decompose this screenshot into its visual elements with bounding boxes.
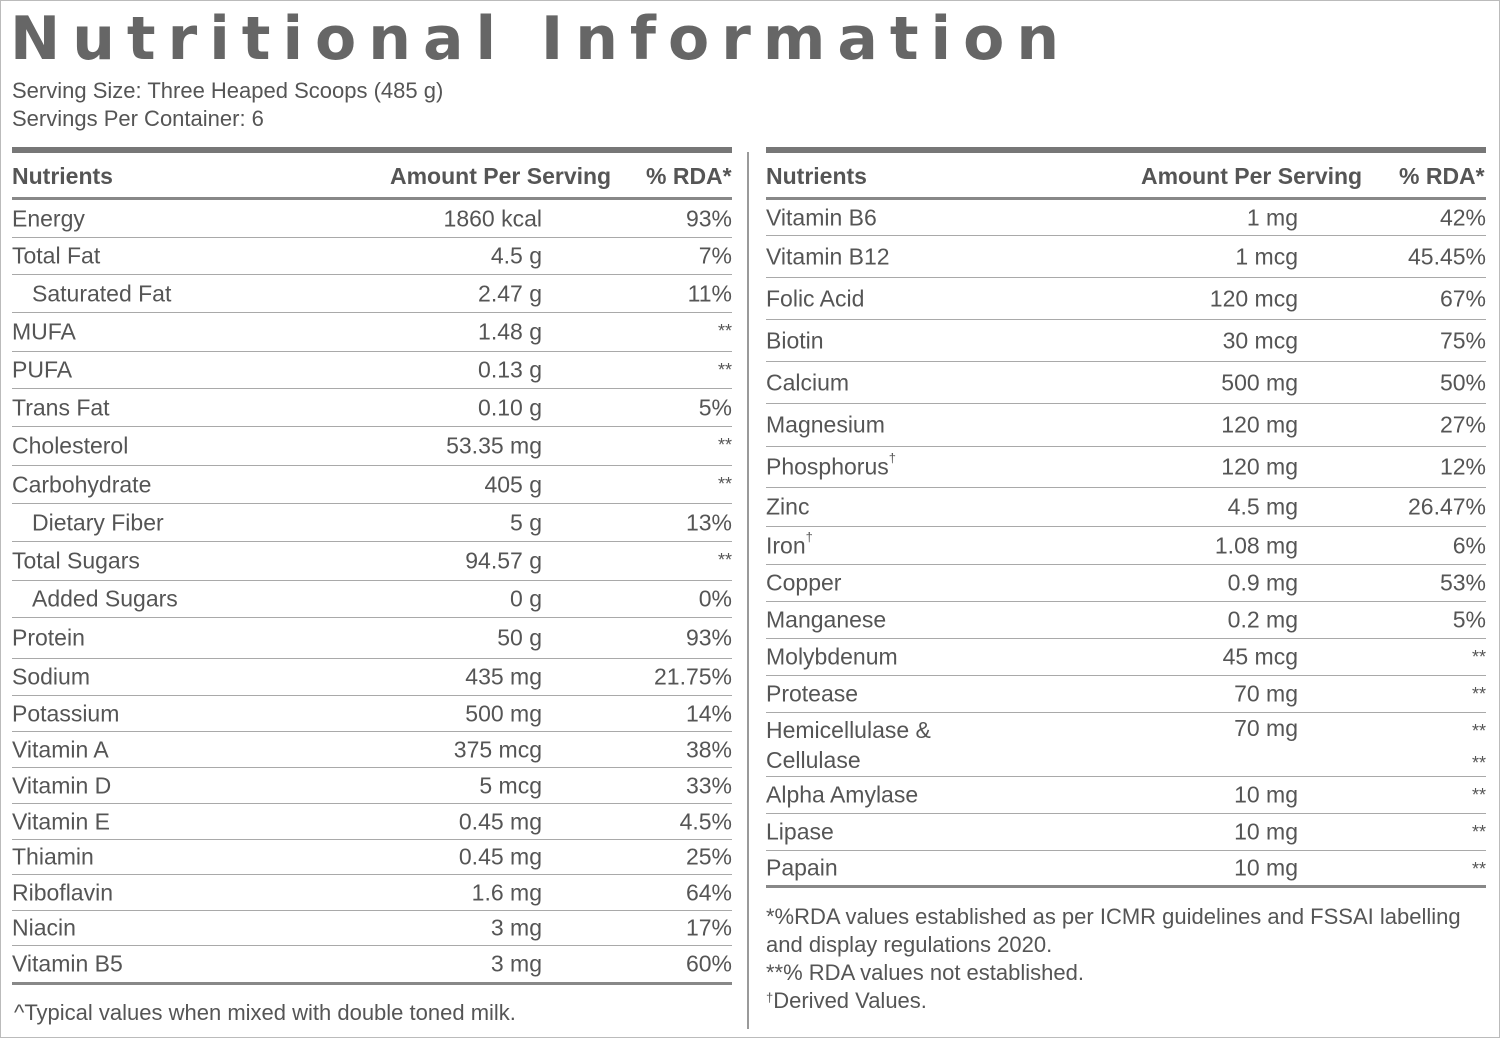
nutrient-name bbox=[766, 327, 824, 354]
note-rda-source-cont: and display regulations 2020. bbox=[766, 932, 1053, 957]
nutrient-row bbox=[766, 447, 1486, 488]
right-table-header bbox=[766, 153, 1486, 200]
nutrient-name bbox=[766, 204, 877, 231]
rda-value: ** bbox=[1471, 785, 1486, 805]
header-amount: Amount Per Serving bbox=[1141, 163, 1363, 189]
rda-value: 50% bbox=[1439, 369, 1486, 395]
nutrient-row bbox=[12, 581, 732, 618]
left-nutrition-table bbox=[12, 153, 732, 985]
nutrient-name-text: Carbohydrate bbox=[12, 471, 152, 497]
nutrient-row bbox=[12, 946, 732, 985]
nutrient-name-text: Vitamin A bbox=[12, 736, 109, 762]
nutrient-row bbox=[12, 911, 732, 946]
note-derived-values bbox=[766, 987, 1486, 1015]
nutrient-row bbox=[766, 713, 1486, 777]
page-title: Nutritional Information bbox=[10, 4, 1072, 74]
nutrient-name-text: MUFA bbox=[12, 318, 76, 345]
nutrient-name bbox=[766, 819, 834, 846]
nutrient-row bbox=[12, 275, 732, 313]
nutrient-name bbox=[766, 369, 849, 396]
amount-per-serving: 120 mg bbox=[1221, 453, 1298, 480]
nutrient-name-text: Iron bbox=[766, 532, 806, 558]
nutrient-name-text: Manganese bbox=[766, 606, 887, 633]
nutrient-name bbox=[12, 736, 109, 763]
nutrient-name-text: Cholesterol bbox=[12, 432, 129, 459]
nutrient-name bbox=[766, 715, 931, 775]
nutrient-name-text: Sodium bbox=[12, 663, 90, 690]
nutrient-name bbox=[766, 782, 918, 809]
nutrient-name-text: Protease bbox=[766, 680, 859, 707]
nutrient-row bbox=[766, 602, 1486, 639]
nutrient-row bbox=[766, 565, 1486, 602]
rda-value: ** bbox=[1471, 822, 1486, 842]
right-table-body bbox=[766, 200, 1486, 888]
nutrient-name-text: Trans Fat bbox=[12, 394, 110, 420]
nutrient-row bbox=[766, 362, 1486, 404]
nutrient-name bbox=[12, 915, 76, 942]
nutrient-name bbox=[766, 570, 841, 597]
nutrient-name bbox=[12, 357, 72, 384]
nutrient-row bbox=[12, 696, 732, 732]
amount-per-serving: 4.5 g bbox=[490, 242, 542, 269]
nutrient-name bbox=[766, 285, 864, 312]
amount-per-serving: 435 mg bbox=[465, 663, 542, 690]
nutrient-name bbox=[766, 243, 890, 270]
nutrient-name bbox=[766, 494, 809, 521]
nutrient-name-text: Niacin bbox=[12, 914, 76, 941]
rda-value: ** bbox=[717, 321, 732, 341]
nutrient-name bbox=[766, 681, 858, 708]
amount-per-serving: 0.10 g bbox=[478, 394, 542, 420]
rda-value: 4.5% bbox=[679, 808, 732, 834]
rda-value: 21.75% bbox=[653, 663, 732, 690]
amount-per-serving: 10 mg bbox=[1234, 818, 1298, 845]
serving-size: Serving Size: Three Heaped Scoops (485 g) bbox=[12, 78, 444, 103]
nutrient-name bbox=[12, 586, 178, 613]
rda-value: ** bbox=[717, 435, 732, 455]
header-nutrients: Nutrients bbox=[766, 163, 867, 189]
header-amount: Amount Per Serving bbox=[390, 163, 612, 189]
nutrient-row bbox=[12, 542, 732, 581]
nutrient-name bbox=[12, 205, 85, 232]
header-nutrients: Nutrients bbox=[12, 163, 113, 189]
nutrient-name-text: Vitamin E bbox=[12, 808, 111, 834]
rda-value: 5% bbox=[1452, 606, 1486, 633]
amount-per-serving: 3 mg bbox=[490, 914, 542, 941]
nutrient-name bbox=[12, 433, 128, 460]
nutrient-name bbox=[12, 844, 94, 871]
nutrient-name bbox=[12, 951, 123, 978]
nutrient-name bbox=[12, 808, 110, 835]
nutrient-name-text: Potassium bbox=[12, 700, 120, 726]
rda-value: 6% bbox=[1452, 532, 1486, 558]
rda-value: 25% bbox=[685, 843, 732, 870]
amount-per-serving: 2.47 g bbox=[478, 280, 542, 306]
rda-value: 7% bbox=[698, 242, 732, 269]
header-rda: % RDA* bbox=[646, 163, 732, 189]
nutrient-row bbox=[12, 313, 732, 352]
note-rda-not-established: **% RDA values not established. bbox=[766, 960, 1084, 985]
nutrient-row bbox=[12, 768, 732, 804]
nutrient-row bbox=[766, 527, 1486, 565]
nutrient-name bbox=[12, 879, 113, 906]
nutrient-row bbox=[766, 320, 1486, 362]
servings-per-container: Servings Per Container: 6 bbox=[12, 106, 264, 131]
rda-notes bbox=[766, 903, 1486, 1015]
nutrient-row bbox=[12, 200, 732, 238]
header-rda: % RDA* bbox=[1399, 163, 1485, 189]
dagger-mark: † bbox=[805, 529, 813, 544]
nutrient-name-text: Hemicellulase & bbox=[766, 717, 931, 743]
nutrient-name-cont: Cellulase bbox=[766, 747, 861, 773]
amount-per-serving: 0.45 mg bbox=[458, 843, 542, 870]
nutrient-row bbox=[766, 236, 1486, 278]
nutrient-name-text: Vitamin B5 bbox=[12, 950, 123, 977]
nutrient-row bbox=[12, 618, 732, 659]
rda-value: ** bbox=[1471, 721, 1486, 741]
nutrient-row bbox=[12, 732, 732, 768]
amount-per-serving: 1.48 g bbox=[478, 318, 542, 345]
nutrient-name-text: Riboflavin bbox=[12, 879, 113, 905]
note-rda-source: *%RDA values established as per ICMR guidelines and FSSAI labelling bbox=[766, 904, 1461, 929]
nutrient-row bbox=[766, 851, 1486, 888]
nutrient-row bbox=[12, 352, 732, 389]
left-table-body bbox=[12, 200, 732, 985]
rda-value: 13% bbox=[685, 509, 732, 535]
rda-value: 17% bbox=[685, 914, 732, 941]
amount-per-serving: 500 mg bbox=[465, 700, 542, 726]
rda-value: 27% bbox=[1439, 411, 1486, 438]
nutrient-name-text: Copper bbox=[766, 569, 842, 596]
amount-per-serving: 70 mg bbox=[1234, 715, 1298, 741]
rda-value: 53% bbox=[1439, 569, 1486, 596]
nutrient-name-text: Total Sugars bbox=[12, 547, 140, 574]
rda-value: ** bbox=[1471, 684, 1486, 704]
nutrient-row bbox=[12, 427, 732, 466]
nutrient-name-text: Total Fat bbox=[12, 242, 101, 269]
rda-value: ** bbox=[1471, 647, 1486, 667]
rda-value: 12% bbox=[1439, 453, 1486, 480]
amount-per-serving: 45 mcg bbox=[1222, 643, 1298, 670]
left-table-header bbox=[12, 153, 732, 200]
nutrient-name bbox=[12, 664, 90, 691]
nutrient-row bbox=[766, 200, 1486, 236]
dagger-mark: † bbox=[766, 990, 774, 1005]
nutrient-name bbox=[12, 280, 171, 307]
rda-value: 11% bbox=[687, 280, 732, 306]
nutrient-name-text: Folic Acid bbox=[766, 285, 865, 311]
amount-per-serving: 375 mcg bbox=[453, 736, 542, 762]
nutrient-name bbox=[12, 700, 119, 727]
nutrient-name-text: Vitamin D bbox=[12, 772, 112, 798]
nutrient-row bbox=[12, 875, 732, 911]
nutrient-row bbox=[12, 840, 732, 875]
dagger-mark: † bbox=[888, 450, 896, 466]
nutrient-name-text: Protein bbox=[12, 624, 85, 651]
amount-per-serving: 70 mg bbox=[1234, 680, 1298, 707]
amount-per-serving: 0.13 g bbox=[478, 356, 542, 383]
nutrient-row bbox=[12, 389, 732, 427]
rda-value: ** bbox=[717, 474, 732, 494]
amount-per-serving: 1 mcg bbox=[1235, 243, 1298, 269]
amount-per-serving: 1.08 mg bbox=[1214, 532, 1298, 558]
nutrient-name bbox=[12, 625, 85, 652]
nutrient-row bbox=[12, 659, 732, 696]
nutrient-name-text: Vitamin B12 bbox=[766, 243, 890, 269]
rda-value: 64% bbox=[685, 879, 732, 905]
nutrient-name-text: Molybdenum bbox=[766, 643, 898, 670]
rda-value: 93% bbox=[685, 205, 732, 231]
amount-per-serving: 500 mg bbox=[1221, 369, 1298, 395]
amount-per-serving: 5 g bbox=[510, 509, 542, 535]
nutrient-name bbox=[12, 471, 151, 498]
rda-value: 5% bbox=[698, 394, 732, 420]
rda-value: ** bbox=[1471, 859, 1486, 879]
right-nutrition-table bbox=[766, 153, 1486, 888]
rda-value: 42% bbox=[1439, 204, 1486, 230]
nutrient-name-text: Phosphorus bbox=[766, 453, 889, 480]
amount-per-serving: 3 mg bbox=[490, 950, 542, 977]
amount-per-serving: 1860 kcal bbox=[443, 205, 542, 231]
nutrient-name-text: Alpha Amylase bbox=[766, 781, 919, 808]
nutrient-row bbox=[766, 777, 1486, 814]
rda-value: 45.45% bbox=[1407, 243, 1486, 269]
amount-per-serving: 10 mg bbox=[1234, 854, 1298, 881]
nutrient-name-text: Added Sugars bbox=[32, 585, 178, 612]
nutrient-name bbox=[766, 529, 813, 559]
rda-value: 75% bbox=[1439, 327, 1486, 353]
nutrient-name-text: Vitamin B6 bbox=[766, 204, 877, 230]
note-derived-values-text: Derived Values. bbox=[773, 988, 927, 1013]
nutrient-row bbox=[12, 466, 732, 504]
nutrient-row bbox=[766, 814, 1486, 851]
nutrient-name bbox=[12, 243, 100, 270]
nutrient-row bbox=[12, 504, 732, 542]
nutrient-name-text: PUFA bbox=[12, 356, 73, 383]
nutrient-name bbox=[12, 772, 111, 799]
nutrient-name bbox=[12, 319, 76, 346]
nutrient-name-text: Zinc bbox=[766, 493, 810, 520]
nutrient-name-text: Magnesium bbox=[766, 411, 885, 438]
nutrient-name-text: Energy bbox=[12, 205, 85, 231]
amount-per-serving: 10 mg bbox=[1234, 781, 1298, 808]
nutrient-name-text: Saturated Fat bbox=[32, 280, 172, 306]
amount-per-serving: 50 g bbox=[497, 624, 542, 651]
amount-per-serving: 1 mg bbox=[1246, 204, 1298, 230]
nutrient-row bbox=[766, 676, 1486, 713]
amount-per-serving: 94.57 g bbox=[465, 547, 542, 574]
nutrient-row bbox=[12, 804, 732, 840]
nutrient-name bbox=[766, 644, 898, 671]
typical-values-footnote: ^Typical values when mixed with double toned milk. bbox=[14, 1000, 516, 1025]
nutrient-name-text: Papain bbox=[766, 854, 838, 881]
nutrient-name bbox=[12, 509, 164, 536]
rda-value: ** bbox=[717, 360, 732, 380]
nutrient-name-text: Thiamin bbox=[12, 843, 94, 870]
nutrient-row bbox=[12, 238, 732, 275]
rda-value: 0% bbox=[698, 585, 732, 612]
amount-per-serving: 1.6 mg bbox=[471, 879, 542, 905]
rda-value: 38% bbox=[685, 736, 732, 762]
nutrient-name-text: Calcium bbox=[766, 369, 850, 395]
nutrient-row bbox=[766, 278, 1486, 320]
amount-per-serving: 120 mcg bbox=[1209, 285, 1298, 311]
amount-per-serving: 0 g bbox=[510, 585, 542, 612]
nutrient-row bbox=[766, 404, 1486, 447]
rda-value: 93% bbox=[685, 624, 732, 651]
amount-per-serving: 0.45 mg bbox=[458, 808, 542, 834]
amount-per-serving: 4.5 mg bbox=[1227, 493, 1298, 520]
amount-per-serving: 0.9 mg bbox=[1227, 569, 1298, 596]
nutrient-name-text: Dietary Fiber bbox=[32, 509, 164, 535]
amount-per-serving: 405 g bbox=[484, 471, 542, 497]
rda-value: 14% bbox=[685, 700, 732, 726]
rda-value: 26.47% bbox=[1407, 493, 1486, 520]
amount-per-serving: 30 mcg bbox=[1222, 327, 1298, 353]
rda-value: ** bbox=[717, 550, 732, 570]
amount-per-serving: 0.2 mg bbox=[1227, 606, 1298, 633]
nutrient-row bbox=[766, 488, 1486, 527]
rda-value: ** bbox=[1471, 753, 1486, 773]
amount-per-serving: 120 mg bbox=[1221, 411, 1298, 438]
nutrient-name bbox=[766, 607, 886, 634]
nutrient-name bbox=[12, 548, 140, 575]
rda-value: 60% bbox=[685, 950, 732, 977]
nutrient-row bbox=[766, 639, 1486, 676]
nutrient-name bbox=[12, 394, 110, 421]
rda-value: 67% bbox=[1439, 285, 1486, 311]
amount-per-serving: 53.35 mg bbox=[446, 432, 542, 459]
nutrient-name bbox=[766, 412, 885, 439]
nutrient-name-text: Lipase bbox=[766, 818, 834, 845]
nutrient-name bbox=[766, 450, 896, 481]
nutrient-name-text: Biotin bbox=[766, 327, 824, 353]
amount-per-serving: 5 mcg bbox=[479, 772, 542, 798]
column-divider bbox=[747, 152, 749, 1029]
rda-value: 33% bbox=[685, 772, 732, 798]
nutrient-name bbox=[766, 855, 838, 882]
